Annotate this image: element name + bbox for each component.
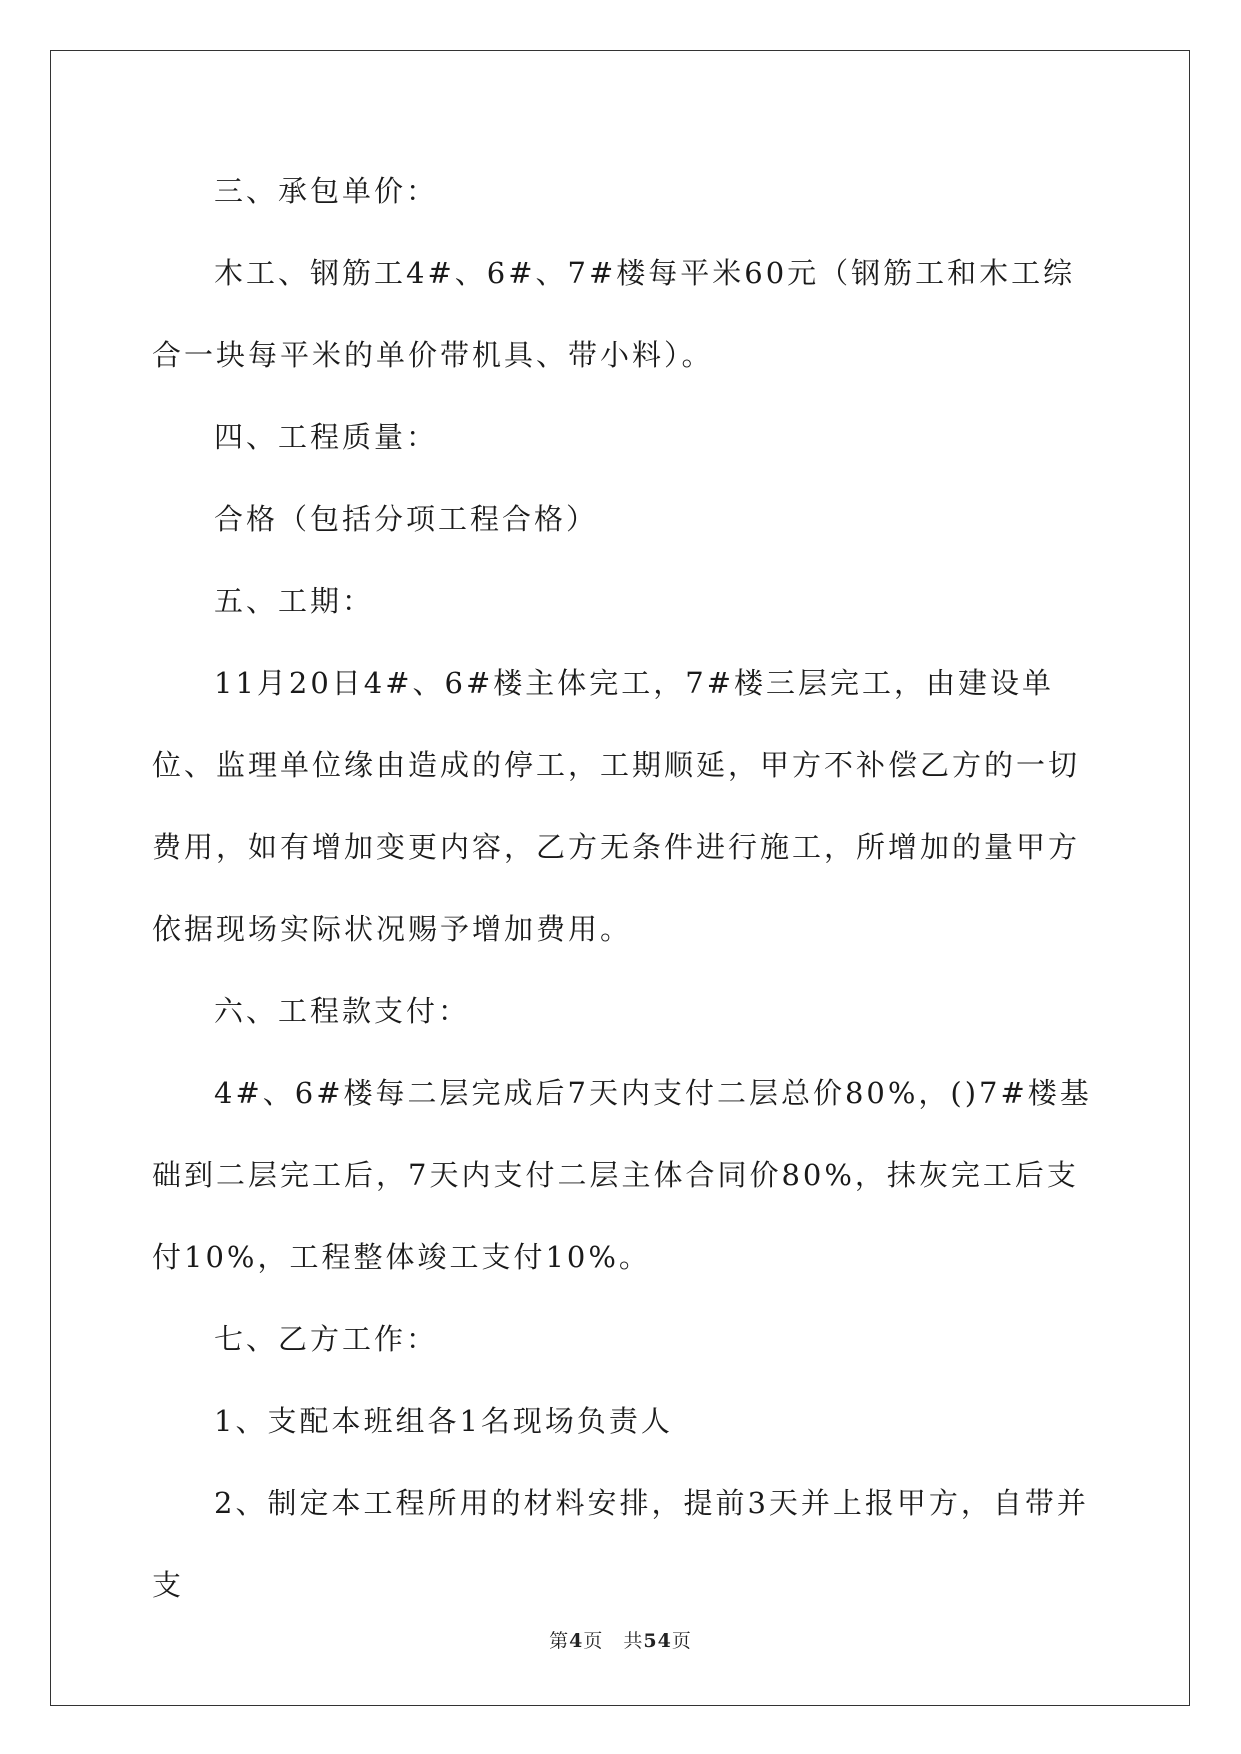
page-footer (0, 1626, 1241, 1653)
document-body (152, 150, 1102, 1626)
footer-prefix: 第 (549, 1630, 570, 1652)
paragraph-payment: 4#、6#楼每二层完成后7天内支付二层总价80%，()7#楼基础到二层完工后，7天内支付二层主体合同价80%，抹灰完工后支付10%，工程整体竣工支付10%。 (152, 1076, 1092, 1274)
list-item-2: 2、制定本工程所用的材料安排，提前3天并上报甲方，自带并支 (152, 1486, 1089, 1602)
section-heading-schedule: 五、工期： (214, 584, 375, 618)
section-heading-unit-price: 三、承包单价： (214, 174, 439, 208)
paragraph-quality: 合格（包括分项工程合格） (214, 502, 599, 536)
section-heading-party-b-work: 七、乙方工作： (214, 1322, 439, 1356)
footer-page-suffix: 页 (583, 1630, 604, 1652)
footer-total-prefix: 共 (623, 1630, 644, 1652)
current-page-number: 4 (569, 1630, 584, 1652)
section-heading-quality: 四、工程质量： (214, 420, 439, 454)
paragraph-schedule: 11月20日4#、6#楼主体完工，7#楼三层完工，由建设单位、监理单位缘由造成的停工，工期顺延，甲方不补偿乙方的一切费用，如有增加变更内容，乙方无条件进行施工，所增加的量甲方依据现场实际状况赐予增加费用。 (152, 666, 1081, 946)
list-item-1: 1、支配本班组各1名现场负责人 (214, 1404, 673, 1438)
total-page-count: 54 (643, 1630, 672, 1652)
paragraph-unit-price: 木工、钢筋工4#、6#、7#楼每平米60元（钢筋工和木工综合一块每平米的单价带机具、带小料）。 (152, 256, 1076, 372)
section-heading-payment: 六、工程款支付： (214, 994, 471, 1028)
footer-total-suffix: 页 (671, 1630, 692, 1652)
